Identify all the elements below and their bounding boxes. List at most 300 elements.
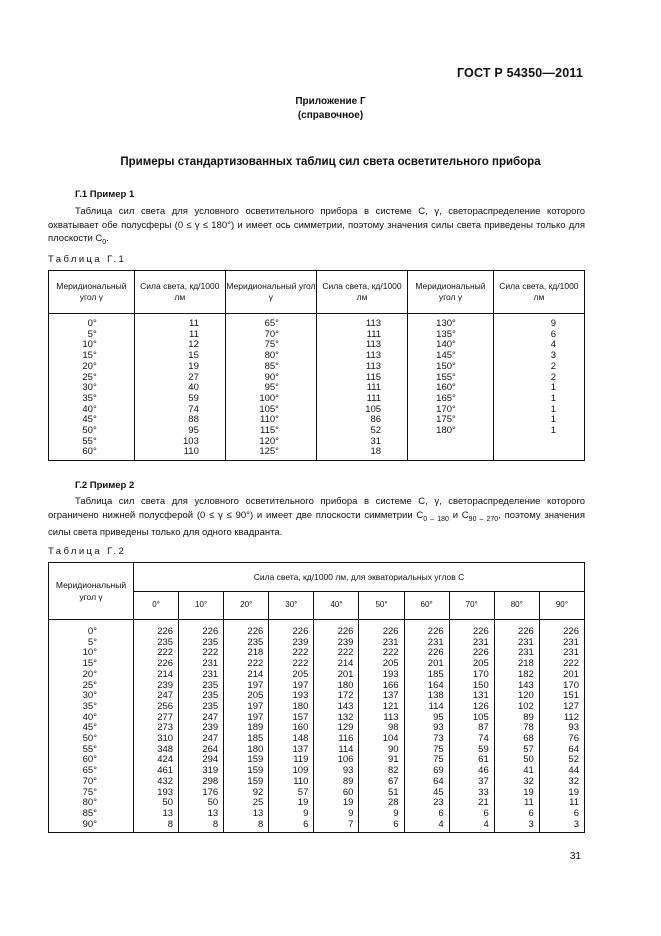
intensity-cell: 193 bbox=[269, 691, 314, 702]
table-row bbox=[49, 362, 585, 373]
intensity-cell: 218 bbox=[224, 648, 269, 659]
intensity-cell: 185 bbox=[224, 734, 269, 745]
intensity-cell: 218 bbox=[494, 659, 539, 670]
intensity-cell: 235 bbox=[179, 691, 224, 702]
intensity-cell: 197 bbox=[224, 681, 269, 692]
intensity-cell: 226 bbox=[269, 620, 314, 638]
intensity-cell: 50 bbox=[494, 755, 539, 766]
table-row bbox=[49, 809, 585, 820]
intensity-cell: 103 bbox=[134, 437, 225, 448]
intensity-cell: 9 bbox=[493, 314, 584, 330]
angle-cell: 170° bbox=[408, 405, 494, 416]
intensity-cell: 226 bbox=[179, 620, 224, 638]
angle-cell: 40° bbox=[49, 713, 134, 724]
intensity-cell: 19 bbox=[539, 788, 584, 799]
intensity-cell: 89 bbox=[494, 713, 539, 724]
table-row bbox=[49, 713, 585, 724]
table-1-caption: Таблица Г.1 bbox=[48, 254, 127, 265]
table-row bbox=[49, 351, 585, 362]
intensity-cell: 170 bbox=[539, 681, 584, 692]
intensity-cell: 231 bbox=[179, 670, 224, 681]
angle-cell: 115° bbox=[225, 426, 316, 437]
intensity-cell: 60 bbox=[314, 788, 359, 799]
table-row bbox=[49, 437, 585, 448]
intensity-cell: 193 bbox=[359, 670, 404, 681]
intensity-cell: 150 bbox=[449, 681, 494, 692]
intensity-cell: 111 bbox=[316, 383, 407, 394]
intensity-cell bbox=[493, 447, 584, 460]
angle-cell: 80° bbox=[225, 351, 316, 362]
intensity-cell: 239 bbox=[134, 681, 179, 692]
intensity-cell: 1 bbox=[493, 426, 584, 437]
intensity-cell: 214 bbox=[134, 670, 179, 681]
intensity-cell: 95 bbox=[404, 713, 449, 724]
intensity-cell: 231 bbox=[179, 659, 224, 670]
section-2-paragraph bbox=[48, 495, 585, 539]
angle-cell: 110° bbox=[225, 415, 316, 426]
table-row bbox=[49, 405, 585, 416]
intensity-cell: 226 bbox=[314, 620, 359, 638]
angle-cell: 55° bbox=[49, 437, 135, 448]
angle-cell: 70° bbox=[225, 330, 316, 341]
intensity-cell: 4 bbox=[493, 340, 584, 351]
intensity-cell: 98 bbox=[359, 723, 404, 734]
intensity-cell: 247 bbox=[179, 713, 224, 724]
intensity-cell: 45 bbox=[404, 788, 449, 799]
table-row bbox=[49, 755, 585, 766]
intensity-cell: 51 bbox=[359, 788, 404, 799]
intensity-cell: 11 bbox=[134, 314, 225, 330]
intensity-cell: 239 bbox=[314, 638, 359, 649]
intensity-cell: 31 bbox=[316, 437, 407, 448]
angle-cell: 5° bbox=[49, 638, 134, 649]
intensity-cell: 185 bbox=[404, 670, 449, 681]
intensity-cell: 189 bbox=[224, 723, 269, 734]
table-row bbox=[49, 734, 585, 745]
intensity-cell: 201 bbox=[314, 670, 359, 681]
intensity-cell: 114 bbox=[404, 702, 449, 713]
intensity-cell: 3 bbox=[494, 820, 539, 833]
intensity-cell: 235 bbox=[179, 681, 224, 692]
intensity-cell: 159 bbox=[224, 755, 269, 766]
intensity-cell: 8 bbox=[134, 820, 179, 833]
intensity-cell: 59 bbox=[449, 745, 494, 756]
intensity-cell: 137 bbox=[359, 691, 404, 702]
table-row bbox=[49, 340, 585, 351]
intensity-cell: 28 bbox=[359, 798, 404, 809]
c-angle-header: 90° bbox=[539, 592, 584, 620]
table-1 bbox=[48, 270, 585, 461]
intensity-cell: 197 bbox=[224, 702, 269, 713]
table-2 bbox=[48, 562, 585, 833]
table-row bbox=[49, 691, 585, 702]
intensity-cell: 52 bbox=[539, 755, 584, 766]
intensity-cell: 50 bbox=[179, 798, 224, 809]
table-row bbox=[49, 373, 585, 384]
intensity-cell: 424 bbox=[134, 755, 179, 766]
intensity-cell: 92 bbox=[224, 788, 269, 799]
intensity-cell: 197 bbox=[224, 713, 269, 724]
intensity-cell: 18 bbox=[316, 447, 407, 460]
intensity-cell: 6 bbox=[269, 820, 314, 833]
intensity-cell: 67 bbox=[359, 777, 404, 788]
intensity-cell: 222 bbox=[359, 648, 404, 659]
angle-cell: 0° bbox=[49, 620, 134, 638]
intensity-cell: 8 bbox=[224, 820, 269, 833]
angle-cell: 15° bbox=[49, 351, 135, 362]
intensity-cell: 226 bbox=[494, 620, 539, 638]
angle-cell: 125° bbox=[225, 447, 316, 460]
intensity-cell: 226 bbox=[449, 620, 494, 638]
intensity-cell: 109 bbox=[269, 766, 314, 777]
intensity-cell: 32 bbox=[539, 777, 584, 788]
table-2-caption: Таблица Г.2 bbox=[48, 546, 127, 557]
angle-cell: 55° bbox=[49, 745, 134, 756]
angle-cell: 90° bbox=[225, 373, 316, 384]
section-2-heading: Г.2 Пример 2 bbox=[75, 480, 135, 491]
intensity-cell: 226 bbox=[404, 648, 449, 659]
intensity-cell: 2 bbox=[493, 362, 584, 373]
intensity-cell: 298 bbox=[179, 777, 224, 788]
table-row bbox=[49, 745, 585, 756]
intensity-cell: 256 bbox=[134, 702, 179, 713]
angle-cell: 35° bbox=[49, 394, 135, 405]
angle-cell: 145° bbox=[408, 351, 494, 362]
intensity-cell: 19 bbox=[134, 362, 225, 373]
angle-cell: 175° bbox=[408, 415, 494, 426]
intensity-cell: 129 bbox=[314, 723, 359, 734]
intensity-cell: 239 bbox=[269, 638, 314, 649]
table-row bbox=[49, 415, 585, 426]
intensity-cell: 226 bbox=[404, 620, 449, 638]
intensity-cell: 348 bbox=[134, 745, 179, 756]
angle-cell: 35° bbox=[49, 702, 134, 713]
intensity-cell: 110 bbox=[134, 447, 225, 460]
main-title: Примеры стандартизованных таблиц сил света осветительного прибора bbox=[120, 156, 541, 168]
intensity-cell: 11 bbox=[494, 798, 539, 809]
intensity-cell: 113 bbox=[316, 362, 407, 373]
intensity-cell: 319 bbox=[179, 766, 224, 777]
intensity-cell: 160 bbox=[269, 723, 314, 734]
c-angle-header: 80° bbox=[494, 592, 539, 620]
intensity-cell: 75 bbox=[404, 745, 449, 756]
intensity-cell: 235 bbox=[179, 638, 224, 649]
intensity-cell: 132 bbox=[314, 713, 359, 724]
intensity-cell: 61 bbox=[449, 755, 494, 766]
intensity-cell: 176 bbox=[179, 788, 224, 799]
intensity-cell: 104 bbox=[359, 734, 404, 745]
intensity-cell: 8 bbox=[179, 820, 224, 833]
intensity-cell: 157 bbox=[269, 713, 314, 724]
intensity-cell: 74 bbox=[449, 734, 494, 745]
table-row bbox=[49, 777, 585, 788]
intensity-cell: 89 bbox=[314, 777, 359, 788]
intensity-cell: 205 bbox=[224, 691, 269, 702]
intensity-cell: 205 bbox=[449, 659, 494, 670]
section-1-text: Таблица сил света для условного осветительного прибора в системе C, γ, светораспределение которого охватывает обе полусферы (0 ≤ γ ≤ 180°) и имеет ось симметрии, поэтому значения силы света приведены только для плоскости C bbox=[48, 206, 585, 244]
intensity-cell: 27 bbox=[134, 373, 225, 384]
intensity-cell: 143 bbox=[494, 681, 539, 692]
table-row bbox=[49, 426, 585, 437]
intensity-cell: 111 bbox=[316, 394, 407, 405]
intensity-cell: 461 bbox=[134, 766, 179, 777]
angle-cell: 65° bbox=[225, 314, 316, 330]
intensity-cell: 6 bbox=[359, 820, 404, 833]
intensity-cell: 9 bbox=[314, 809, 359, 820]
intensity-cell: 273 bbox=[134, 723, 179, 734]
angle-cell: 10° bbox=[49, 340, 135, 351]
angle-cell bbox=[408, 437, 494, 448]
angle-cell: 130° bbox=[408, 314, 494, 330]
intensity-cell: 6 bbox=[404, 809, 449, 820]
intensity-cell: 87 bbox=[449, 723, 494, 734]
angle-cell: 80° bbox=[49, 798, 134, 809]
angle-cell: 105° bbox=[225, 405, 316, 416]
intensity-cell: 105 bbox=[316, 405, 407, 416]
intensity-cell: 432 bbox=[134, 777, 179, 788]
intensity-cell: 106 bbox=[314, 755, 359, 766]
table-row bbox=[49, 394, 585, 405]
angle-cell bbox=[408, 447, 494, 460]
table-1-header: Меридиональный угол γ bbox=[49, 271, 135, 314]
table-1-header: Сила света, кд/1000 лм bbox=[134, 271, 225, 314]
angle-cell: 45° bbox=[49, 723, 134, 734]
angle-cell: 30° bbox=[49, 383, 135, 394]
c-angle-header: 30° bbox=[269, 592, 314, 620]
intensity-cell: 6 bbox=[494, 809, 539, 820]
annex-title: Приложение Г bbox=[295, 96, 366, 107]
intensity-cell: 231 bbox=[494, 638, 539, 649]
angle-cell: 50° bbox=[49, 734, 134, 745]
table-1-header: Сила света, кд/1000 лм bbox=[316, 271, 407, 314]
angle-cell: 45° bbox=[49, 415, 135, 426]
section-2-text-end: , поэтому значения силы света приведены только для одного квадранта. bbox=[48, 509, 585, 538]
intensity-cell: 231 bbox=[494, 648, 539, 659]
section-1-heading: Г.1 Пример 1 bbox=[75, 189, 135, 200]
table-row bbox=[49, 648, 585, 659]
intensity-cell: 205 bbox=[269, 670, 314, 681]
c-angle-header: 50° bbox=[359, 592, 404, 620]
angle-cell: 65° bbox=[49, 766, 134, 777]
intensity-cell: 25 bbox=[224, 798, 269, 809]
table-row bbox=[49, 447, 585, 460]
intensity-cell: 90 bbox=[359, 745, 404, 756]
intensity-cell: 91 bbox=[359, 755, 404, 766]
intensity-cell: 235 bbox=[224, 638, 269, 649]
intensity-cell: 2 bbox=[493, 373, 584, 384]
table-row bbox=[49, 330, 585, 341]
intensity-cell: 113 bbox=[316, 351, 407, 362]
intensity-cell: 226 bbox=[359, 620, 404, 638]
intensity-cell: 11 bbox=[539, 798, 584, 809]
intensity-cell: 73 bbox=[404, 734, 449, 745]
intensity-cell: 6 bbox=[539, 809, 584, 820]
intensity-cell: 13 bbox=[179, 809, 224, 820]
table-row bbox=[49, 670, 585, 681]
intensity-cell: 6 bbox=[493, 330, 584, 341]
page-number: 31 bbox=[569, 851, 581, 862]
intensity-cell: 127 bbox=[539, 702, 584, 713]
intensity-cell: 44 bbox=[539, 766, 584, 777]
table-row bbox=[49, 620, 585, 638]
c-angle-header: 0° bbox=[134, 592, 179, 620]
intensity-cell: 119 bbox=[269, 755, 314, 766]
table-1-header-row bbox=[49, 271, 585, 314]
intensity-cell bbox=[493, 437, 584, 448]
intensity-cell: 113 bbox=[316, 340, 407, 351]
intensity-cell: 226 bbox=[539, 620, 584, 638]
section-2-text: Таблица сил света для условного осветительного прибора в системе C, γ, светораспределение которого ограничено нижней полусферой (0 ≤ γ ≤ 90°) и имеет две плоскости симметрии C bbox=[48, 496, 585, 521]
intensity-cell: 180 bbox=[314, 681, 359, 692]
intensity-cell: 193 bbox=[134, 788, 179, 799]
intensity-cell: 222 bbox=[314, 648, 359, 659]
angle-cell: 15° bbox=[49, 659, 134, 670]
intensity-cell: 88 bbox=[134, 415, 225, 426]
angle-cell: 40° bbox=[49, 405, 135, 416]
intensity-cell: 180 bbox=[224, 745, 269, 756]
intensity-cell: 1 bbox=[493, 394, 584, 405]
intensity-cell: 112 bbox=[539, 713, 584, 724]
intensity-cell: 3 bbox=[539, 820, 584, 833]
intensity-cell: 111 bbox=[316, 330, 407, 341]
plane-subscript-2: 90 – 270 bbox=[468, 515, 499, 523]
intensity-cell: 93 bbox=[314, 766, 359, 777]
angle-cell: 180° bbox=[408, 426, 494, 437]
intensity-cell: 294 bbox=[179, 755, 224, 766]
intensity-cell: 222 bbox=[179, 648, 224, 659]
intensity-cell: 4 bbox=[404, 820, 449, 833]
table-row bbox=[49, 788, 585, 799]
intensity-cell: 19 bbox=[269, 798, 314, 809]
c-angle-header: 10° bbox=[179, 592, 224, 620]
intensity-cell: 231 bbox=[539, 648, 584, 659]
angle-cell: 60° bbox=[49, 755, 134, 766]
intensity-cell: 102 bbox=[494, 702, 539, 713]
angle-cell: 150° bbox=[408, 362, 494, 373]
intensity-cell: 114 bbox=[314, 745, 359, 756]
intensity-cell: 6 bbox=[449, 809, 494, 820]
intensity-cell: 159 bbox=[224, 777, 269, 788]
c-angle-header: 20° bbox=[224, 592, 269, 620]
angle-cell: 135° bbox=[408, 330, 494, 341]
intensity-cell: 9 bbox=[269, 809, 314, 820]
intensity-cell: 222 bbox=[269, 659, 314, 670]
angle-cell: 70° bbox=[49, 777, 134, 788]
intensity-cell: 7 bbox=[314, 820, 359, 833]
angle-cell: 20° bbox=[49, 362, 135, 373]
intensity-cell: 13 bbox=[134, 809, 179, 820]
intensity-cell: 3 bbox=[493, 351, 584, 362]
intensity-cell: 23 bbox=[404, 798, 449, 809]
intensity-cell: 57 bbox=[269, 788, 314, 799]
table-row bbox=[49, 766, 585, 777]
angle-cell: 10° bbox=[49, 648, 134, 659]
table-row bbox=[49, 383, 585, 394]
section-1-text-end: . bbox=[106, 233, 109, 244]
intensity-cell: 1 bbox=[493, 405, 584, 416]
intensity-cell: 41 bbox=[494, 766, 539, 777]
intensity-cell: 164 bbox=[404, 681, 449, 692]
angle-cell: 75° bbox=[225, 340, 316, 351]
intensity-cell: 126 bbox=[449, 702, 494, 713]
intensity-cell: 159 bbox=[224, 766, 269, 777]
angle-cell: 140° bbox=[408, 340, 494, 351]
angle-cell: 155° bbox=[408, 373, 494, 384]
table-row bbox=[49, 659, 585, 670]
intensity-cell: 50 bbox=[134, 798, 179, 809]
intensity-cell: 143 bbox=[314, 702, 359, 713]
intensity-cell: 19 bbox=[314, 798, 359, 809]
intensity-cell: 131 bbox=[449, 691, 494, 702]
table-1-header: Меридиональный угол γ bbox=[225, 271, 316, 314]
angle-cell: 60° bbox=[49, 447, 135, 460]
table-row bbox=[49, 820, 585, 833]
angle-cell: 5° bbox=[49, 330, 135, 341]
angle-cell: 100° bbox=[225, 394, 316, 405]
intensity-cell: 235 bbox=[179, 702, 224, 713]
intensity-cell: 264 bbox=[179, 745, 224, 756]
annex-note: (справочное) bbox=[297, 110, 364, 121]
table-1-header: Сила света, кд/1000 лм bbox=[493, 271, 584, 314]
angle-cell: 25° bbox=[49, 373, 135, 384]
intensity-cell: 277 bbox=[134, 713, 179, 724]
intensity-cell: 32 bbox=[494, 777, 539, 788]
intensity-cell: 1 bbox=[493, 383, 584, 394]
table-2-corner-header: Меридиональный угол γ bbox=[49, 563, 134, 620]
intensity-cell: 95 bbox=[134, 426, 225, 437]
table-row bbox=[49, 798, 585, 809]
angle-cell: 165° bbox=[408, 394, 494, 405]
intensity-cell: 310 bbox=[134, 734, 179, 745]
intensity-cell: 214 bbox=[224, 670, 269, 681]
intensity-cell: 74 bbox=[134, 405, 225, 416]
intensity-cell: 13 bbox=[224, 809, 269, 820]
angle-cell: 30° bbox=[49, 691, 134, 702]
table-row bbox=[49, 723, 585, 734]
intensity-cell: 76 bbox=[539, 734, 584, 745]
c-angle-header: 70° bbox=[449, 592, 494, 620]
intensity-cell: 121 bbox=[359, 702, 404, 713]
angle-cell: 95° bbox=[225, 383, 316, 394]
intensity-cell: 172 bbox=[314, 691, 359, 702]
angle-cell: 20° bbox=[49, 670, 134, 681]
intensity-cell: 33 bbox=[449, 788, 494, 799]
intensity-cell: 138 bbox=[404, 691, 449, 702]
intensity-cell: 1 bbox=[493, 415, 584, 426]
intensity-cell: 201 bbox=[404, 659, 449, 670]
intensity-cell: 9 bbox=[359, 809, 404, 820]
angle-cell: 85° bbox=[49, 809, 134, 820]
intensity-cell: 231 bbox=[449, 638, 494, 649]
intensity-cell: 222 bbox=[134, 648, 179, 659]
intensity-cell: 231 bbox=[404, 638, 449, 649]
intensity-cell: 247 bbox=[179, 734, 224, 745]
intensity-cell: 15 bbox=[134, 351, 225, 362]
intensity-cell: 222 bbox=[269, 648, 314, 659]
intensity-cell: 247 bbox=[134, 691, 179, 702]
intensity-cell: 148 bbox=[269, 734, 314, 745]
intensity-cell: 197 bbox=[269, 681, 314, 692]
plane-subscript: 0 bbox=[102, 238, 107, 246]
angle-cell: 75° bbox=[49, 788, 134, 799]
intensity-cell: 205 bbox=[359, 659, 404, 670]
intensity-cell: 222 bbox=[539, 659, 584, 670]
table-row bbox=[49, 638, 585, 649]
table-row bbox=[49, 702, 585, 713]
intensity-cell: 201 bbox=[539, 670, 584, 681]
intensity-cell: 226 bbox=[224, 620, 269, 638]
table-2-span-header: Сила света, кд/1000 лм, для экваториальных углов C bbox=[134, 563, 585, 592]
